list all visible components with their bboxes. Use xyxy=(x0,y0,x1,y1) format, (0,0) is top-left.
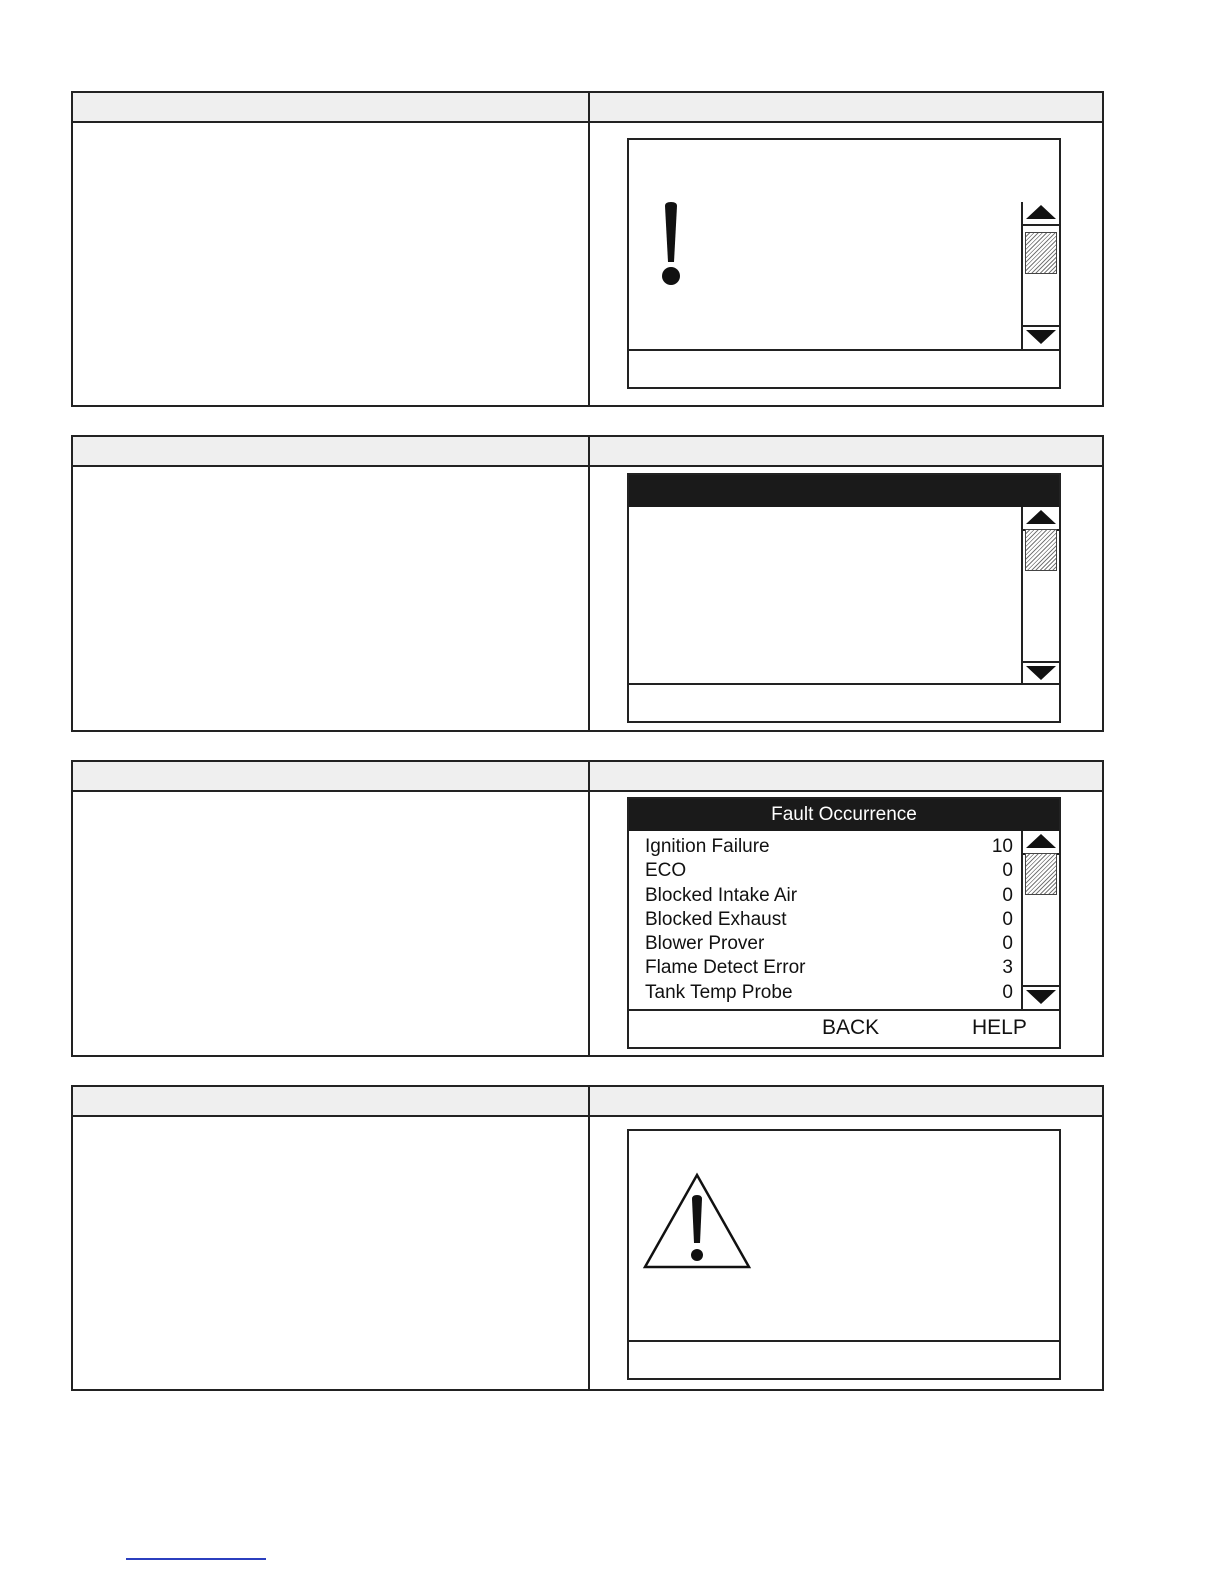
fault-label: Flame Detect Error xyxy=(645,957,806,979)
fault-row[interactable] xyxy=(645,884,1013,908)
fault-label: ECO xyxy=(645,860,687,882)
screen-3-footer xyxy=(629,1009,1059,1047)
screen-3-fault-occurrence xyxy=(627,797,1061,1049)
scroll-up-arrow-icon[interactable] xyxy=(1023,202,1059,226)
scroll-thumb[interactable] xyxy=(1025,232,1057,274)
fault-label: Tank Temp Probe xyxy=(645,981,793,1003)
screen-4-footer xyxy=(629,1340,1059,1378)
fault-row[interactable] xyxy=(645,932,1013,956)
scroll-up-arrow-icon[interactable] xyxy=(1023,507,1059,531)
fault-label: Ignition Failure xyxy=(645,836,770,857)
scroll-down-arrow-icon[interactable] xyxy=(1023,985,1059,1009)
fault-row[interactable] xyxy=(645,859,1013,883)
screen-4-warning xyxy=(627,1129,1061,1380)
fault-count: 0 xyxy=(1002,884,1013,906)
scroll-thumb[interactable] xyxy=(1025,529,1057,571)
scroll-up-arrow-icon[interactable] xyxy=(1023,831,1059,855)
warning-triangle-icon xyxy=(641,1171,753,1271)
scroll-thumb[interactable] xyxy=(1025,853,1057,895)
back-button[interactable]: BACK xyxy=(822,1016,880,1039)
fault-occurrence-title: Fault Occurrence xyxy=(629,799,1059,831)
screen-1-footer xyxy=(629,349,1059,387)
section-1-divider xyxy=(588,93,590,405)
exclamation-icon xyxy=(659,202,683,290)
fault-count: 10 xyxy=(991,836,1013,857)
fault-row[interactable] xyxy=(645,981,1013,1005)
fault-count: 0 xyxy=(1002,933,1013,955)
section-4-divider xyxy=(588,1087,590,1389)
footer-link-underline[interactable] xyxy=(126,1558,266,1560)
fault-count: 0 xyxy=(1002,981,1013,1003)
fault-row[interactable] xyxy=(645,835,1013,859)
screen-2-list xyxy=(627,473,1061,723)
screen-2-scrollbar[interactable] xyxy=(1021,507,1059,685)
fault-row[interactable] xyxy=(645,956,1013,980)
fault-count: 3 xyxy=(1002,957,1013,979)
section-3-divider xyxy=(588,762,590,1055)
scroll-down-arrow-icon[interactable] xyxy=(1023,325,1059,349)
screen-2-footer xyxy=(629,683,1059,721)
screen-3-scrollbar[interactable] xyxy=(1021,831,1059,1009)
screen-2-titlebar xyxy=(629,475,1059,507)
fault-count: 0 xyxy=(1002,908,1013,930)
screen-1-alert xyxy=(627,138,1061,389)
fault-count: 0 xyxy=(1002,860,1013,882)
fault-list xyxy=(645,835,1013,1005)
section-2-divider xyxy=(588,437,590,730)
fault-row[interactable] xyxy=(645,908,1013,932)
scroll-down-arrow-icon[interactable] xyxy=(1023,661,1059,685)
help-button[interactable]: HELP xyxy=(972,1016,1027,1039)
fault-label: Blower Prover xyxy=(645,933,765,955)
screen-1-scrollbar[interactable] xyxy=(1021,202,1059,349)
fault-label: Blocked Exhaust xyxy=(645,908,787,930)
fault-label: Blocked Intake Air xyxy=(645,884,798,906)
